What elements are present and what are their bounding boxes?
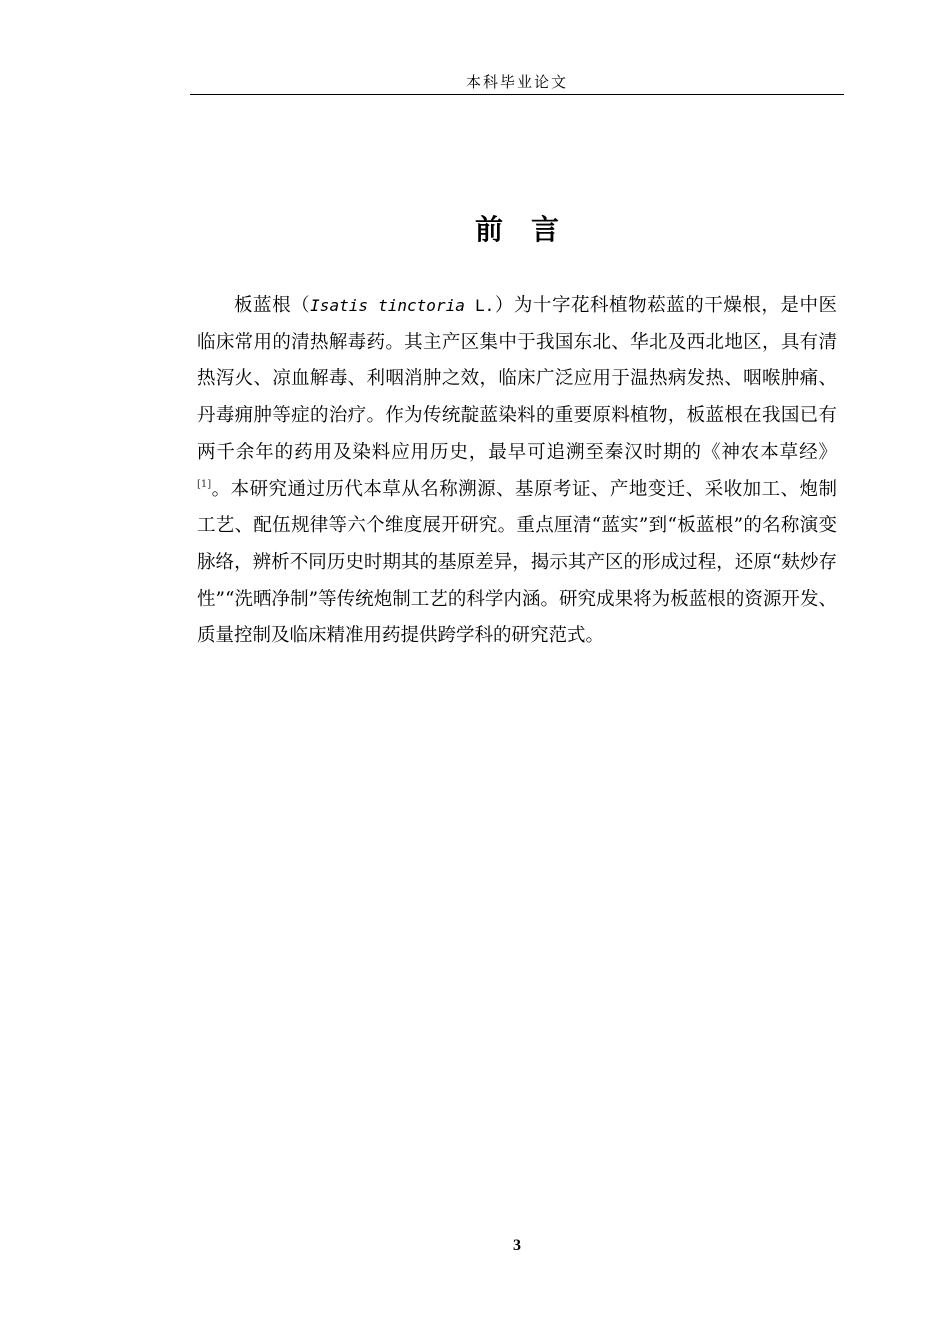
paragraph-lead: 板蓝根（ [234,295,311,316]
body-paragraph [197,288,837,655]
citation-ref[interactable]: [1] [197,478,212,490]
page-number: 3 [513,1237,521,1254]
paragraph-text-1: ）为十字花科植物菘蓝的干燥根，是中医临床常用的清热解毒药。其主产区集中于我国东北、华北及西北地区，具有清热泻火、凉血解毒、利咽消肿之效，临床广泛应用于温热病发热、咽喉肿痛、丹毒痈肿等症的治疗。作为传统靛蓝染料的重要原料植物，板蓝根在我国已有两千余年的药用及染料应用历史，最早可追溯至秦汉时期的《神农本草经》 [197,295,837,463]
section-title-char-1: 前 [474,213,503,246]
section-title-char-2: 言 [531,213,560,246]
paragraph-text-2: 。本研究通过历代本草从名称溯源、基原考证、产地变迁、采收加工、炮制工艺、配伍规律等六个维度展开研究。重点厘清“蓝实”到“板蓝根”的名称演变脉络，辨析不同历史时期其的基原差异，揭示其产区的形成过程，还原“麸炒存性”“洗晒净制”等传统炮制工艺的科学内涵。研究成果将为板蓝根的资源开发、质量控制及临床精准用药提供跨学科的研究范式。 [197,478,837,647]
taxon-authority: L. [464,296,495,315]
header-rule [190,94,844,95]
running-header: 本科毕业论文 [465,73,568,91]
scientific-name: Isatis tinctoria [310,296,465,315]
section-title [190,208,844,252]
